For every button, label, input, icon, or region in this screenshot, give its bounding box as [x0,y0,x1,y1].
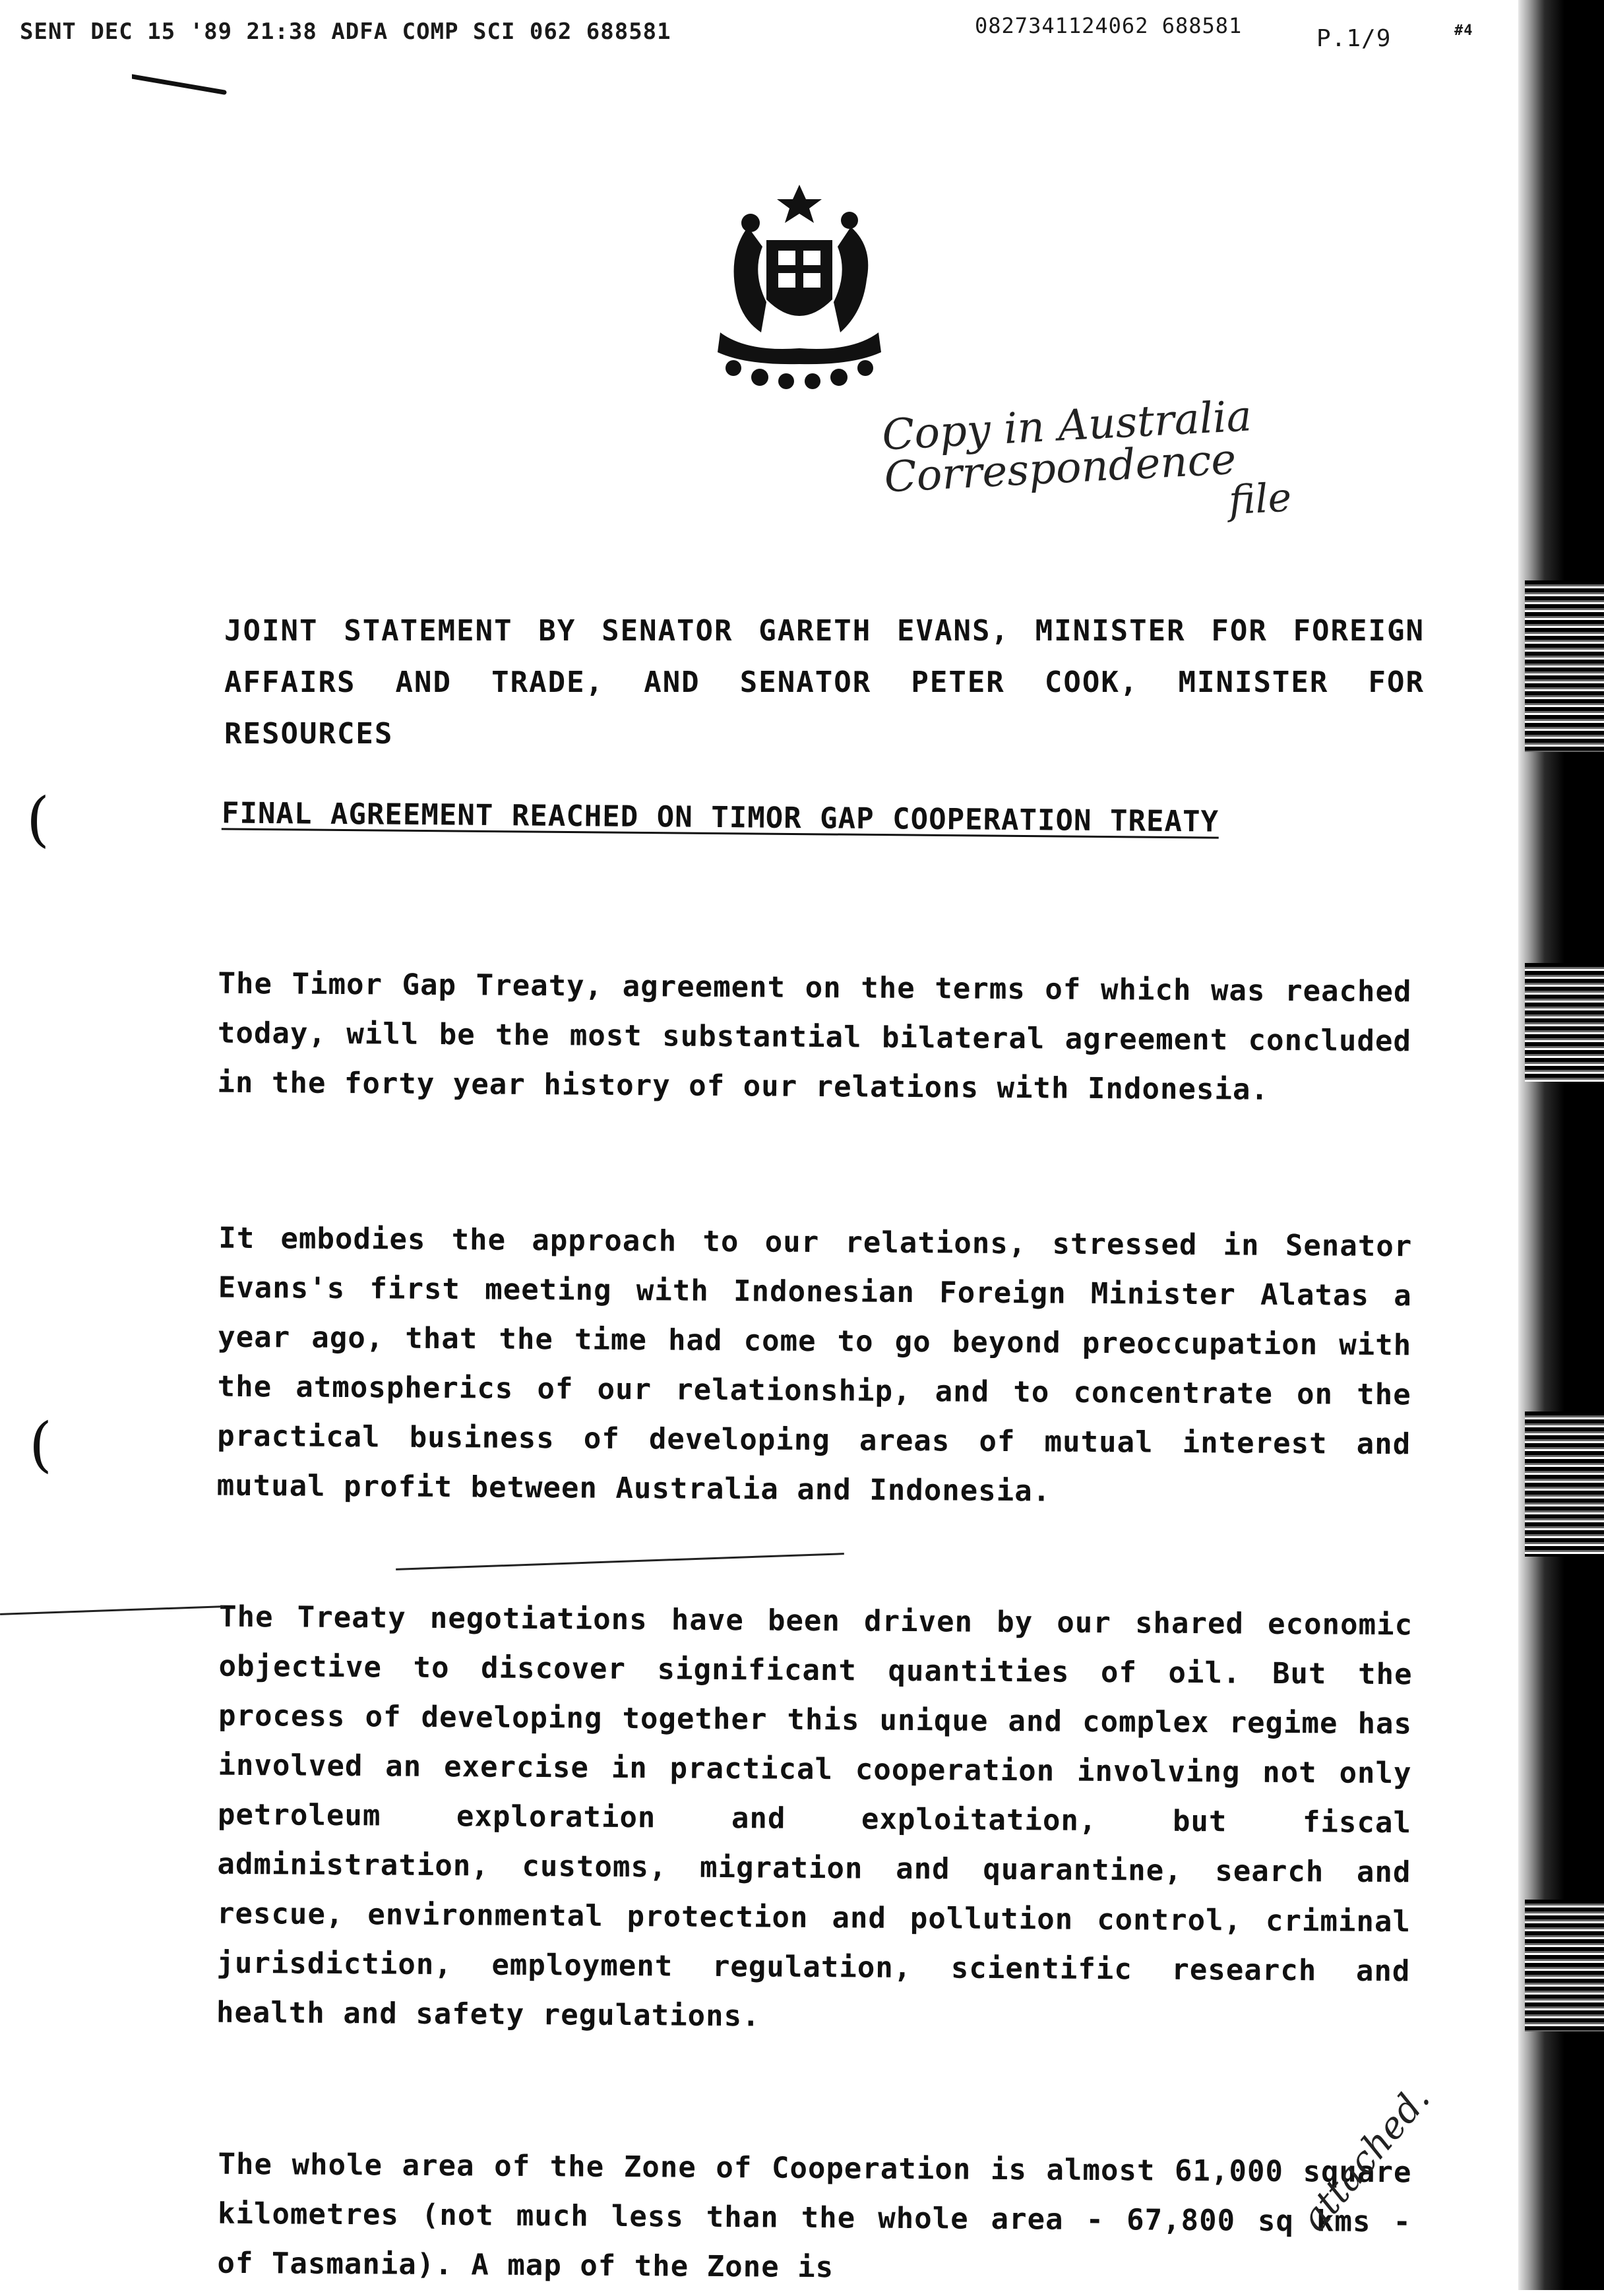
handwritten-note [881,377,1604,539]
fax-scan-line [0,1605,224,1615]
hole-punch-mark: ( [29,1410,53,1479]
fax-page-number: P.1/9 [1316,25,1392,52]
paragraph-3: The Treaty negotiations have been driven by our shared economic objective to discover significant quantities of oil. But the process of developing together this unique and complex regime has involved an exercise in practical cooperation involving not only petroleum exploration and exploitation, but fiscal administration, customs, migration and quarantine, search and rescue, environmental protection and pollution control, criminal jurisdiction, employment regulation, scientific research and health and safety regulations. [216,1599,1413,2033]
paragraph-2: It embodies the approach to our relations, stressed in Senator Evans's first meeting with Indonesian Foreign Minister Alatas a year ago, that the time had come to go beyond preoccupation with the atmospherics of our relationship, and to concentrate on the practical business of developing areas of mutual interest and mutual profit between Australia and Indonesia. [216,1221,1413,1508]
fax-number: 0827341124062 688581 [975,13,1243,38]
fax-corner-mark: #4 [1454,22,1473,39]
margin-annotation: attached. [1293,2077,1438,2239]
fax-scan-line [396,1553,844,1570]
paragraph-1: The Timor Gap Treaty, agreement on the terms of which was reached today, will be the most substantial bilateral agreement concluded in the forty year history of our relations with Indonesia. [217,966,1412,1107]
fax-header [0,9,1604,55]
statement-subheading: FINAL AGREEMENT REACHED ON TIMOR GAP COOPERATION TREATY [221,796,1219,839]
fax-sent-line: SENT DEC 15 '89 21:38 ADFA COMP SCI 062 688581 [20,18,671,45]
paragraph-4: The whole area of the Zone of Cooperation is almost 61,000 square kilometres (not much less than the whole area - 67,800 sq kms - of Tasmania). A map of the Zone is [217,2147,1412,2285]
statement-heading: JOINT STATEMENT BY SENATOR GARETH EVANS, MINISTER FOR FOREIGN AFFAIRS AND TRADE, AND SENATOR PETER COOK, MINISTER FOR RESOURCES [224,614,1425,751]
pen-stroke [132,66,264,106]
handwritten-note-line-2: file [1227,474,1293,524]
australian-coat-of-arms-icon [694,179,905,390]
handwritten-note-line-1: Copy in Australia Correspondence [880,392,1253,503]
scan-edge-strip [1518,0,1604,2290]
hole-punch-mark: ( [26,785,50,854]
